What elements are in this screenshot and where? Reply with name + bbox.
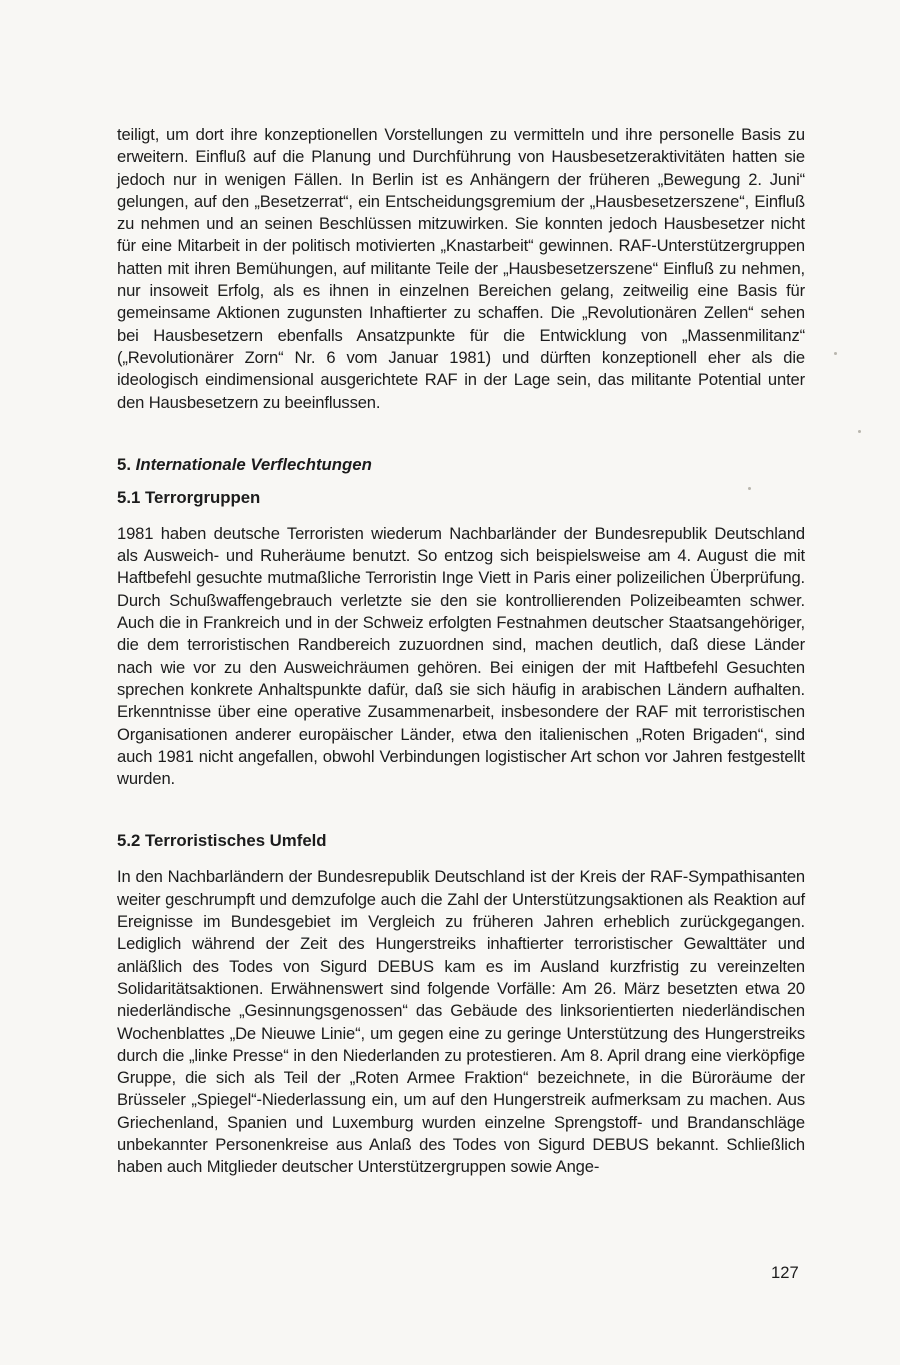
section-5-2-paragraph: In den Nachbarländern der Bundesrepublik Deutschland ist der Kreis der RAF-Sympathisanten weiter geschrumpft und demzufolge auch die Zahl der Unterstützungsaktionen als Reaktion auf Ereignisse im Bundesgebiet im Vergleich zu früheren Jahren erheblich zurückgegangen. Lediglich während der Zeit des Hungerstreiks inhaftierter terroristischer Gewalttäter und anläßlich des Todes von Sigurd DEBUS kam es im Ausland kurzfristig zu vereinzelten Solidaritätsaktionen. Erwähnenswert sind folgende Vorfälle: Am 26. März besetzten etwa 20 niederländische „Gesinnungsgenossen“ das Gebäude des linksorientierten niederländischen Wochenblattes „De Nieuwe Linie“, um gegen eine zu geringe Unterstützung des Hungerstreiks durch die „linke Presse“ in den Niederlanden zu protestieren. Am 8. April drang eine vierköpfige Gruppe, die sich als Teil der „Roten Armee Fraktion“ bezeichnete, in die Büroräume der Brüsseler „Spiegel“-Niederlassung ein, um auf den Hungerstreik aufmerksam zu machen. Aus Griechenland, Spanien und Luxemburg wurden einzelne Sprengstoff- und Brandanschläge unbekannter Personenkreise aus Anlaß des Todes von Sigurd DEBUS bekannt. Schließlich haben auch Mitglieder deutscher Unterstützergruppen sowie Ange- xyxy=(117,867,805,1177)
section-5-heading xyxy=(117,454,805,476)
section-5-1-number: 5.1 xyxy=(117,487,141,507)
page-number: 127 xyxy=(771,1263,799,1282)
intro-paragraph: teiligt, um dort ihre konzeptionellen Vorstellungen zu vermitteln und ihre personelle Basis zu erweitern. Einfluß auf die Planung und Durchführung von Hausbesetzeraktivitäten hatten sie jedoch nur in wenigen Fällen. In Berlin ist es Anhängern der früheren „Bewegung 2. Juni“ gelungen, auf den „Besetzerrat“, ein Entscheidungsgremium der „Hausbesetzerszene“, Einfluß zu nehmen und an seinen Beschlüssen mitzuwirken. Sie konnten jedoch Hausbesetzer nicht für eine Mitarbeit in der politisch motivierten „Knastarbeit“ gewinnen. RAF-Unterstützergruppen hatten mit ihren Bemühungen, auf militante Teile der „Hausbesetzerszene“ Einfluß zu nehmen, nur insoweit Erfolg, als es ihnen in einzelnen Bereichen gelang, zeitweilig eine Basis für gemeinsame Aktionen zugunsten Inhaftierter zu schaffen. Die „Revolutionären Zellen“ sehen bei Hausbesetzern ebenfalls Ansatzpunkte für die Entwicklung von „Massenmilitanz“ („Revolutionärer Zorn“ Nr. 6 vom Januar 1981) und dürften konzeptionell eher als die ideologisch eindimensional ausgerichtete RAF in der Lage sein, das militante Potential unter den Hausbesetzern zu beeinflussen. xyxy=(117,125,805,412)
section-5-title: Internationale Verflechtungen xyxy=(135,454,372,474)
section-5-1-title: Terrorgruppen xyxy=(145,487,261,507)
section-5-2-heading xyxy=(117,830,805,852)
section-5-2-number: 5.2 xyxy=(117,831,141,851)
section-5-number: 5. xyxy=(117,454,131,474)
section-5-1-paragraph: 1981 haben deutsche Terroristen wiederum Nachbarländer der Bundesrepublik Deutschland als Ausweich- und Ruheräume benutzt. So entzog sich beispielsweise am 4. August die mit Haftbefehl gesuchte mutmaßliche Terroristin Inge Viett in Paris einer polizeilichen Überprüfung. Durch Schußwaffengebrauch verletzte sie den sie kontrollierenden Polizeibeamten schwer. Auch die in Frankreich und in der Schweiz erfolgten Festnahmen deutscher Staatsangehöriger, die dem terroristischen Randbereich zuzuordnen sind, machen deutlich, daß diese Länder nach wie vor zu den Ausweichräumen gehören. Bei einigen der mit Haftbefehl Gesuchten sprechen konkrete Anhaltspunkte dafür, daß sie sich häufig in arabischen Ländern aufhalten. Erkenntnisse über eine operative Zusammenarbeit, insbesondere der RAF mit terroristischen Organisationen anderer europäischer Länder, etwa den italienischen „Roten Brigaden“, sind auch 1981 nicht angefallen, obwohl Verbindungen logistischer Art schon vor Jahren festgestellt wurden. xyxy=(117,523,805,789)
section-5-2-title: Terroristisches Umfeld xyxy=(145,831,327,851)
section-5-1-heading xyxy=(117,487,805,509)
scan-speck xyxy=(858,430,861,433)
scan-speck xyxy=(834,352,837,355)
document-page xyxy=(117,124,805,1179)
